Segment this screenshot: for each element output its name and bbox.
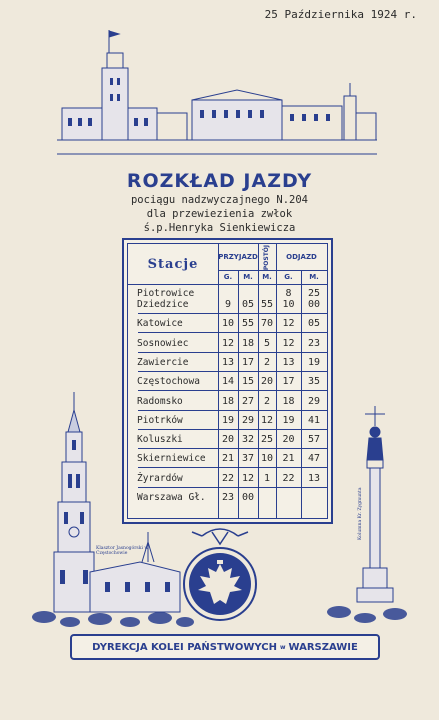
time-cell-dep-h: 22 (282, 472, 295, 484)
time-cell-arr-h: 10 (221, 318, 235, 330)
time-cell-dep-h: 17 (282, 376, 295, 388)
time-cell-arr-h: 13 (221, 356, 235, 368)
time-cell-stop: 1 (263, 472, 271, 484)
row-divider (138, 332, 327, 333)
footer-connector: w (279, 643, 286, 651)
time-cell-dep-h: 18 (282, 395, 295, 407)
time-cell-dep-m: 25 (307, 288, 321, 299)
row-divider (138, 313, 327, 314)
station-name: Dziedzice (137, 299, 189, 310)
time-cell-arr-m: 37 (241, 453, 255, 465)
station-name: Zawiercie (137, 356, 189, 368)
time-cell-stop: 70 (260, 318, 274, 330)
time-cell-dep-h: 20 (282, 434, 295, 446)
caption-monastery: Klasztor Jasnogórski w Częstochowie (96, 546, 149, 556)
time-cell-dep-h: 10 (282, 299, 295, 310)
time-cell-dep-h: 12 (282, 337, 295, 349)
footer-banner (70, 634, 380, 660)
time-cell-stop: 20 (260, 376, 274, 388)
document-title: ROZKŁAD JAZDY (126, 170, 313, 192)
time-cell-dep-h: 19 (282, 414, 295, 426)
time-cell-arr-m: 00 (241, 492, 255, 503)
time-cell-dep-m: 19 (307, 356, 321, 368)
time-cell-stop: 10 (260, 453, 274, 465)
row-divider (138, 352, 327, 353)
header-stations: Stacje (128, 244, 219, 284)
time-cell-arr-m: 12 (241, 472, 255, 484)
caption-column: Kolumna Kr. Zygmunta (358, 487, 363, 540)
station-name: Piotrowice (137, 288, 195, 299)
time-cell-arr-m: 05 (241, 299, 255, 310)
header-stop-minute: M. (258, 270, 277, 284)
time-cell-stop: 5 (263, 337, 271, 349)
time-cell-arr-h: 20 (221, 434, 235, 446)
time-cell-stop: 12 (260, 414, 274, 426)
station-name: Skierniewice (137, 453, 206, 465)
time-cell-arr-h: 9 (224, 299, 232, 310)
time-cell-dep-m: 23 (307, 337, 321, 349)
station-name: Żyrardów (137, 472, 183, 484)
subtitle-line-1: pociągu nadzwyczajnego N.204 (130, 194, 308, 206)
time-cell-dep-m: 47 (307, 453, 321, 465)
station-name: Radomsko (137, 395, 183, 407)
time-cell-stop: 2 (263, 356, 271, 368)
railway-station-illustration (52, 28, 382, 160)
header-departure: ODJAZD (276, 244, 327, 271)
time-cell-arr-h: 14 (221, 376, 235, 388)
time-cell-dep-m: 00 (307, 299, 321, 310)
subtitle-line-3: ś.p.Henryka Sienkiewicza (143, 222, 296, 234)
time-cell-dep-m: 05 (307, 318, 321, 330)
time-cell-dep-m: 29 (307, 395, 321, 407)
row-divider (138, 371, 327, 372)
time-cell-arr-h: 23 (221, 492, 235, 503)
time-cell-arr-h: 22 (221, 472, 235, 484)
station-name: Piotrków (137, 414, 183, 426)
time-cell-dep-m: 13 (307, 472, 321, 484)
header-arrival-minute: M. (238, 270, 259, 284)
time-cell-dep-h: 13 (282, 356, 295, 368)
time-cell-arr-m: 55 (241, 318, 255, 330)
time-cell-arr-h: 12 (221, 337, 235, 349)
time-cell-dep-h: 12 (282, 318, 295, 330)
time-cell-arr-h: 19 (221, 414, 235, 426)
time-cell-arr-m: 32 (241, 434, 255, 446)
footer-city: WARSZAWIE (288, 641, 358, 653)
station-name: Koluszki (137, 434, 183, 446)
sigismund-column-illustration (325, 400, 420, 632)
station-name: Warszawa Gł. (137, 492, 206, 503)
time-cell-dep-m: 57 (307, 434, 321, 446)
time-cell-arr-m: 29 (241, 414, 255, 426)
time-cell-arr-h: 18 (221, 395, 235, 407)
time-cell-stop: 25 (260, 434, 274, 446)
time-cell-dep-m: 41 (307, 414, 321, 426)
time-cell-dep-h: 8 (285, 288, 292, 299)
station-name: Katowice (137, 318, 183, 330)
polish-eagle-emblem (172, 520, 268, 628)
subtitle-line-2: dla przewiezienia zwłok (146, 208, 293, 220)
header-stop (258, 244, 277, 271)
jasna-gora-monastery-illustration (30, 392, 195, 632)
station-name: Sosnowiec (137, 337, 189, 349)
header-divider (128, 284, 327, 285)
header-departure-minute: M. (309, 273, 319, 281)
time-cell-arr-m: 17 (241, 356, 255, 368)
time-cell-arr-h: 21 (221, 453, 235, 465)
header-arrival-hour: G. (218, 270, 239, 284)
time-cell-arr-m: 18 (241, 337, 255, 349)
document-date: 25 Października 1924 r. (264, 8, 417, 21)
header-arrival: PRZYJAZD (218, 244, 259, 271)
footer-directorate: DYREKCJA KOLEI PAŃSTWOWYCH (92, 641, 277, 653)
time-cell-stop: 2 (263, 395, 271, 407)
time-cell-dep-m: 35 (307, 376, 321, 388)
time-cell-arr-m: 15 (241, 376, 255, 388)
header-stop-label: POSTÓJ (263, 244, 271, 270)
time-cell-stop: 55 (260, 299, 274, 310)
time-cell-arr-m: 27 (241, 395, 255, 407)
time-cell-dep-h: 21 (282, 453, 295, 465)
station-name: Częstochowa (137, 376, 200, 388)
header-departure-hour: G. (276, 270, 302, 284)
